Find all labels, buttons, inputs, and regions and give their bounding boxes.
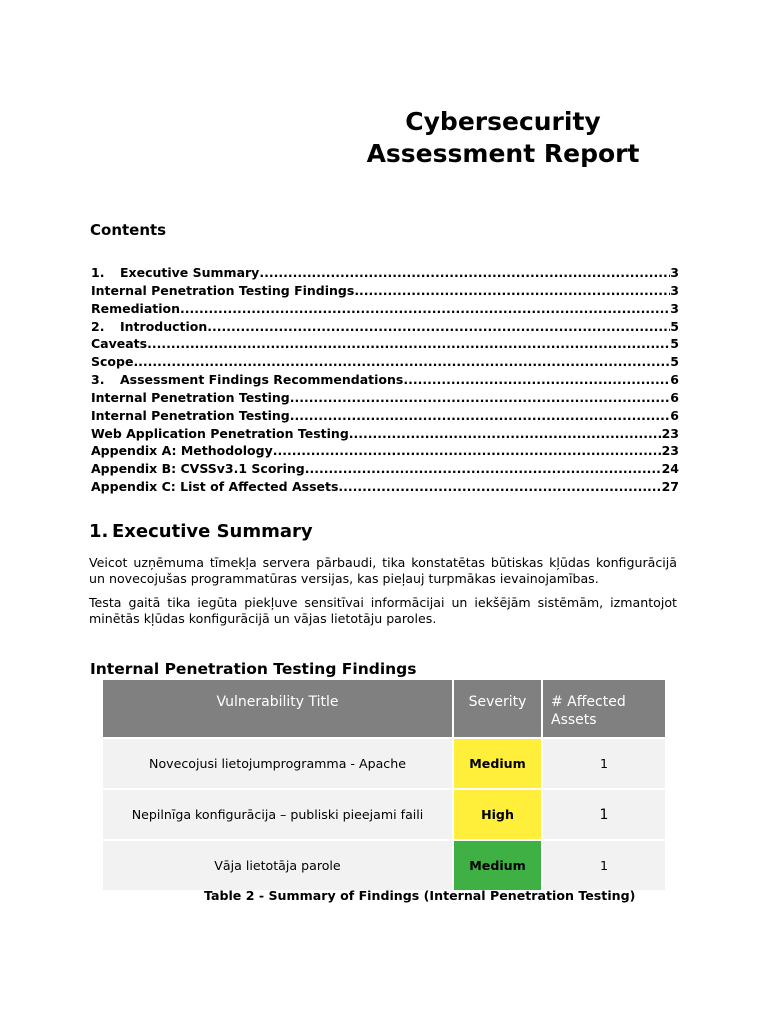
executive-summary-paragraph-2: Testa gaitā tika iegūta piekļuve sensitīvai informācijai un iekšējām sistēmām, izmantojot minētās kļūdas konfigurācijā un vājas lietotāju paroles. bbox=[89, 595, 677, 626]
vulnerability-title: Nepilnīga konfigurācija – publiski pieejami faili bbox=[103, 789, 453, 840]
toc-entry[interactable]: Remediation ..... 3 bbox=[91, 300, 679, 318]
toc-entry[interactable]: Appendix B: CVSSv3.1 Scoring ..... 24 bbox=[91, 460, 679, 478]
table-row bbox=[103, 738, 665, 789]
severity-badge: Medium bbox=[453, 738, 542, 789]
toc-entry[interactable]: 1. Executive Summary ..... 3 bbox=[91, 264, 679, 282]
column-header-severity: Severity bbox=[453, 680, 542, 738]
toc-entry[interactable]: Appendix A: Methodology ..... 23 bbox=[91, 442, 679, 460]
executive-summary-paragraph-1: Veicot uzņēmuma tīmekļa servera pārbaudi, tika konstatētas būtiskas kļūdas konfigurācijā un novecojušas programmatūras versijas, kas pieļauj turpmākas ievainojamības. bbox=[89, 555, 677, 586]
toc-entry[interactable]: Internal Penetration Testing ..... 6 bbox=[91, 407, 679, 425]
column-header-assets: # Affected Assets bbox=[542, 680, 665, 738]
vulnerability-title: Vāja lietotāja parole bbox=[103, 840, 453, 890]
table-header-row bbox=[103, 680, 665, 738]
table-row bbox=[103, 789, 665, 840]
table-row bbox=[103, 840, 665, 890]
toc-entry[interactable]: 2. Introduction ..... 5 bbox=[91, 318, 679, 336]
toc-entry[interactable]: Internal Penetration Testing ..... 6 bbox=[91, 389, 679, 407]
findings-table bbox=[103, 680, 665, 890]
executive-summary-heading: 1. Executive Summary bbox=[89, 521, 313, 542]
toc-entry[interactable]: Caveats ..... 5 bbox=[91, 335, 679, 353]
report-title: Cybersecurity Assessment Report bbox=[366, 107, 640, 168]
table-of-contents bbox=[91, 264, 679, 496]
contents-heading: Contents bbox=[90, 221, 167, 239]
affected-assets-count: 1 bbox=[542, 840, 665, 890]
findings-heading: Internal Penetration Testing Findings bbox=[90, 660, 417, 678]
toc-entry[interactable]: Scope ..... 5 bbox=[91, 353, 679, 371]
affected-assets-count: 1 bbox=[542, 738, 665, 789]
severity-badge: Medium bbox=[453, 840, 542, 890]
table-caption: Table 2 - Summary of Findings (Internal Penetration Testing) bbox=[204, 888, 636, 903]
severity-badge: High bbox=[453, 789, 542, 840]
toc-entry[interactable]: Web Application Penetration Testing ..... 23 bbox=[91, 425, 679, 443]
affected-assets-count: 1 bbox=[542, 789, 665, 840]
vulnerability-title: Novecojusi lietojumprogramma - Apache bbox=[103, 738, 453, 789]
toc-entry[interactable]: 3. Assessment Findings Recommendations ..... 6 bbox=[91, 371, 679, 389]
toc-entry[interactable]: Appendix C: List of Affected Assets ..... 27 bbox=[91, 478, 679, 496]
toc-entry[interactable]: Internal Penetration Testing Findings ..... 3 bbox=[91, 282, 679, 300]
column-header-title: Vulnerability Title bbox=[103, 680, 453, 738]
